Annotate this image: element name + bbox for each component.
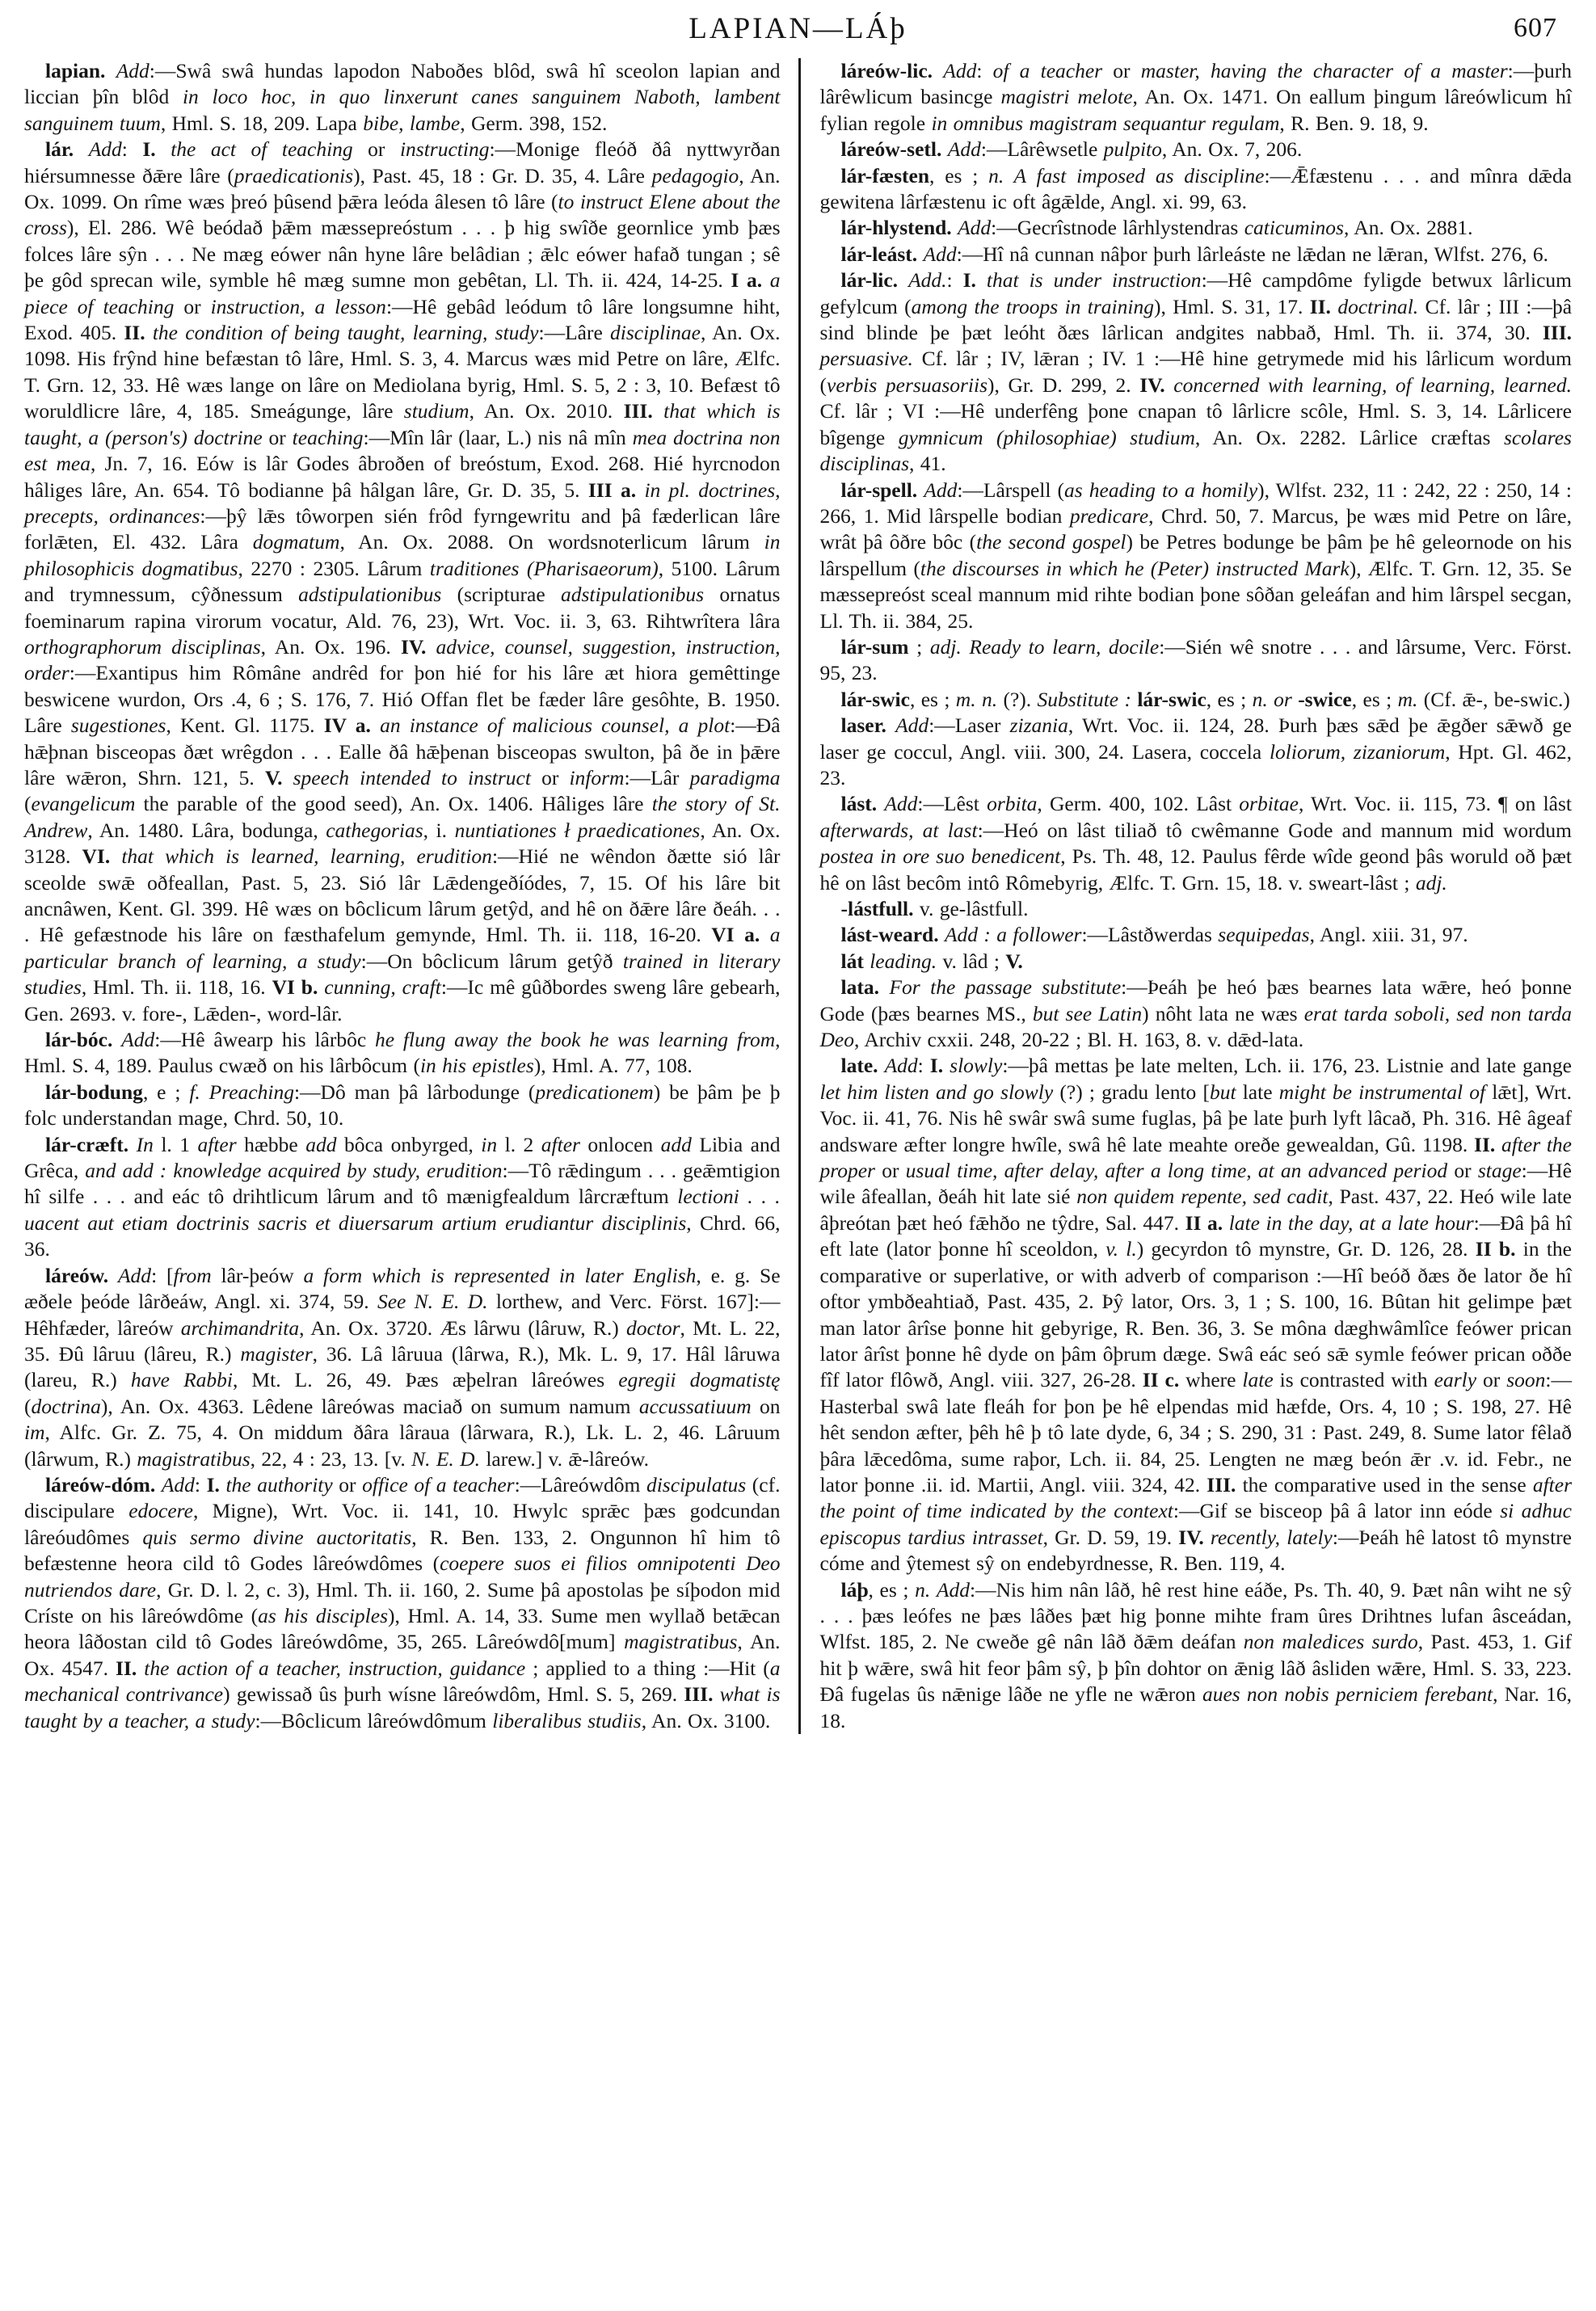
dictionary-entry: lást. Add:—Lêst orbita, Germ. 400, 102. Lâst orbitae, Wrt. Voc. ii. 115, 73. ¶ on lâst afterwards, at last:—Heó on lâst tiliað tô cwêmanne Gode and mannum mid wordum postea in ore suo benedicent, Ps. Th. 48, 12. Paulus fêrde wîde geond þâs woruld oð þæt hê on lâst becôm intô Rômebyrig, Ælfc. T. Grn. 15, 18. v. sweart-lâst ; adj. bbox=[819, 792, 1573, 895]
dictionary-entry: lár-cræft. In l. 1 after hæbbe add bôca onbyrged, in l. 2 after onlocen add Libia and Grêca, and add : knowledge acquired by study, erudition:—Tô rǣdingum . . . geǣmtigion hî silfe . . . and eác tô drihtlicum lârum and tô mænigfealdum lârcræftum lectioni . . . uacent aut etiam doctrinis sacris et diuersarum artium erudiantur disciplinis, Chrd. 66, 36. bbox=[24, 1132, 781, 1261]
dictionary-entry: lár. Add: I. the act of teaching or instructing:—Monige fleóð ðâ nyttwyrðan hiérsumnesse ðǣre lâre (praedicationis), Past. 45, 18 : Gr. D. 35, 4. Lâre pedagogio, An. Ox. 1099. On rîme wæs þreó þûsend þǣra leóda âlesen tô lâre (to instruct Elene about the cross), El. 286. Wê beódað þǣm mæssepreóstum . . . þ hig swîðe geornlice ymb þæs folces lâre sŷn . . . Ne mæg eówer nân hyne lâre belâdian ; ǣlc eówer hafað tungan ; sê þe gôd sprecan wile, symble hê mæg sumne mon gebêtan, Ll. Th. ii. 424, 14-25. I a. a piece of teaching or instruction, a lesson:—Hê gebâd leódum tô lâre longsumne hiht, Exod. 405. II. the condition of being taught, learning, study:—Lâre disciplinae, An. Ox. 1098. His frŷnd hine befæstan tô lâre, Hml. S. 3, 4. Marcus wæs mid Petre on lâre, Ælfc. T. Grn. 12, 33. Hê wæs lange on lâre on Mediolana byrig, Hml. S. 5, 2 : 3, 10. Befæst tô woruldlicre lâre, 4, 185. Smeágunge, lâre studium, An. Ox. 2010. III. that which is taught, a (person's) doctrine or teaching:—Mîn lâr (laar, L.) nis nâ mîn mea doctrina non est mea, Jn. 7, 16. Eów is lâr Godes âbroðen of breóstum, Exod. 268. Hié hyrcnodon hâliges lâre, An. 654. Tô bodianne þâ hâlgan lâre, Gr. D. 35, 5. III a. in pl. doctrines, precepts, ordinances:—þŷ lǣs tôworpen sién frôd fyrngewritu and þâ fæderlican lâre forlǣten, El. 432. Lâra dogmatum, An. Ox. 2088. On wordsnoterlicum lârum in philosophicis dogmatibus, 2270 : 2305. Lârum traditiones (Pharisaeorum), 5100. Lârum and trymnessum, cŷðnessum adstipulationibus (scripturae adstipulationibus ornatus foeminarum rapina virorum vocatur, Ald. 76, 23), Wrt. Voc. ii. 3, 63. Rihtwrîtera lâra orthographorum disciplinas, An. Ox. 196. IV. advice, counsel, suggestion, instruction, order:—Exantipus him Rômâne andrêd for þon hié for his lâre æt hiora gemêttinge beswicene wurdon, Ors .4, 6 ; S. 176, 7. Hió Offan flet be fæder lâre gesôhte, B. 1950. Lâre sugestiones, Kent. Gl. 1175. IV a. an instance of malicious counsel, a plot:—Đâ hǣþnan bisceopas ðæt wrêgdon . . . Ealle ðâ hǣþenan bisceopas swulton, þâ ðe in þǣre lâre wǣron, Shrn. 121, 5. V. speech intended to instruct or inform:—Lâr paradigma (evangelicum the parable of the good seed), An. Ox. 1406. Hâliges lâre the story of St. Andrew, An. 1480. Lâra, bodunga, cathegorias, i. nuntiationes ł praedicationes, An. Ox. 3128. VI. that which is learned, learning, erudition:—Hié ne wêndon ðætte sió lâr sceolde swǣ oðfeallan, Past. 5, 23. Sió lâr Lǣdengeðíódes, 7, 15. Of his lâre bit ancnâwen, Kent. Gl. 399. Hê wæs on bôclicum lârum getŷd, and hê on ðǣre lâre ðeáh. . . . Hê gefæstnode his lâre on fæsthafelum gemynde, Hml. Th. ii. 118, 16-20. VI a. a particular branch of learning, a study:—On bôclicum lârum getŷð trained in literary studies, Hml. Th. ii. 118, 16. VI b. cunning, craft:—Ic mê gûðbordes sweng lâre gebearh, Gen. 2693. v. fore-, Lǣden-, word-lâr. bbox=[24, 137, 781, 1025]
page-header bbox=[24, 11, 1572, 53]
dictionary-entry: lár-hlystend. Add:—Gecrîstnode lârhlystendras caticuminos, An. Ox. 2881. bbox=[840, 216, 1473, 240]
dictionary-entry: lár-swic, es ; m. n. (?). Substitute : lár-swic, es ; n. or -swice, es ; m. (Cf. ǣ-, be-swic.) bbox=[840, 687, 1570, 711]
dictionary-entry: lár-leást. Add:—Hî nâ cunnan nâþor þurh lârleáste ne lǣdan ne lǣran, Wlfst. 276, 6. bbox=[840, 242, 1549, 266]
dictionary-entry: lár-spell. Add:—Lârspell (as heading to a homily), Wlfst. 232, 11 : 242, 22 : 250, 14 : 266, 1. Mid lârspelle bodian predicare, Chrd. 50, 7. Marcus, þe wæs mid Petre on lâre, wrât þâ ôðre bôc (the second gospel) be Petres bodunge be þâm þe hê geleornode on his lârspellum (the discourses in which he (Peter) instructed Mark), Ælfc. T. Grn. 12, 35. Se mæssepreóst sceal mannum mid rihte bodian þone sôðan geleáfan and him lârspel secgan, Ll. Th. ii. 384, 25. bbox=[819, 478, 1573, 633]
page-number: 607 bbox=[1514, 13, 1557, 43]
dictionary-entry: láþ, es ; n. Add:—Nis him nân lâð, hê rest hine eáðe, Ps. Th. 40, 9. Þæt nân wiht ne sŷ . . . þæs leófes ne þæs lâðes þæt hig þonne mihte fram ûres Drihtnes lufan âsceádan, Wlfst. 185, 2. Ne cweðe gê nân lâð ðǣm deáfan non maledices surdo, Past. 453, 1. Gif hit þ wǣre, swâ hit feor þâm sŷ, þ þîn dohtor on ǣnig lâð âsliden wǣre, Hml. S. 33, 223. Đâ fugelas ûs nǣnige lâðe ne yfle ne wǣron aues non nobis perniciem ferebant, Nar. 16, 18. bbox=[819, 1577, 1573, 1732]
dictionary-entry: láreów-setl. Add:—Lârêwsetle pulpito, An. Ox. 7, 206. bbox=[840, 137, 1303, 162]
right-column bbox=[798, 58, 1573, 1734]
dictionary-entry: lata. For the passage substitute:—Þeáh þe heó þæs bearnes lata wǣre, heó þonne Gode (þæs bearnes MS., but see Latin) nôht lata ne wæs erat tarda soboli, sed non tarda Deo, Archiv cxxii. 248, 20-22 ; Bl. H. 163, 8. v. dǣd-lata. bbox=[819, 975, 1572, 1052]
dictionary-entry: lát leading. v. lâd ; V. bbox=[840, 949, 1023, 973]
dictionary-entry: lár-fæsten, es ; n. A fast imposed as discipline:—Ǣfæstenu . . . and mînra dǣda gewitena lârfæstenu ic oft âgǣlde, Angl. xi. 99, 63. bbox=[819, 163, 1573, 214]
dictionary-entry: lár-bóc. Add:—Hê âwearp his lârbôc he flung away the book he was learning from, Hml. S. 4, 189. Paulus cwæð on his lârbôcum (in his epistles), Hml. A. 77, 108. bbox=[24, 1028, 781, 1078]
dictionary-entry: láreów-dóm. Add: I. the authority or office of a teacher:—Lâreówdôm discipulatus (cf. discipulare edocere, Migne), Wrt. Voc. ii. 141, 10. Hwylc sprǣc þæs godcundan lâreóudômes quis sermo divine auctoritatis, R. Ben. 133, 2. Ongunnon hî him tô befæstenne heora cild tô Godes lâreówdômes (coepere suos ei filios omnipotenti Deo nutriendos dare, Gr. D. l. 2, c. 3), Hml. Th. ii. 160, 2. Sume þâ apostolas þe síþodon mid Críste on his lâreówdôme (as his disciples), Hml. A. 14, 33. Sume men wyllað betǣcan heora lâðostan cild tô Godes lâreówdôme, 35, 265. Lâreówdô[mum] magistratibus, An. Ox. 4547. II. the action of a teacher, instruction, guidance ; applied to a thing :—Hit (a mechanical contrivance) gewissað ûs þurh wísne lâreówdôm, Hml. S. 5, 269. III. what is taught by a teacher, a study:—Bôclicum lâreówdômum liberalibus studiis, An. Ox. 3100. bbox=[24, 1472, 781, 1732]
dictionary-entry: láreów. Add: [from lâr-þeów a form which is represented in later English, e. g. Se æðele þeóde lârðeáw, Angl. xi. 374, 59. See N. E. D. lorthew, and Verc. Först. 167]:—Hêhfæder, lâreów archimandrita, An. Ox. 3720. Æs lârwu (lâruw, R.) doctor, Mt. L. 22, 35. Ðû lâruu (lâreu, R.) magister, 36. Lâ lâruua (lârwa, R.), Mk. L. 9, 17. Hâl lâruwa (lareu, R.) have Rabbi, Mt. L. 26, 49. Þæs æþelran lâreówes egregii dogmatistę (doctrina), An. Ox. 4363. Lêdene lâreówas maciað on sumum namum accussatiuum on im, Alfc. Gr. Z. 75, 4. On middum ðâra lâraua (lârwara, R.), Lk. L. 2, 46. Lâruum (lârwum, R.) magistratibus, 22, 4 : 23, 13. [v. N. E. D. larew.] v. ǣ-lâreów. bbox=[24, 1263, 781, 1471]
dictionary-entry: -lástfull. v. ge-lâstfull. bbox=[840, 897, 1029, 920]
dictionary-entry: lást-weard. Add : a follower:—Lâstðwerdas sequipedas, Angl. xiii. 31, 97. bbox=[840, 923, 1468, 947]
dictionary-entry: lapian. Add:—Swâ swâ hundas lapodon Naboðes blôd, swâ hî sceolon lapian and liccian þîn blôd in loco hoc, in quo linxerunt canes sanguinem Naboth, lambent sanguinem tuum, Hml. S. 18, 209. Lapa bibe, lambe, Germ. 398, 152. bbox=[24, 59, 781, 135]
left-column bbox=[24, 58, 798, 1734]
dictionary-entry: lár-sum ; adj. Ready to learn, docile:—Sién wê snotre . . . and lârsume, Verc. Först. 95, 23. bbox=[819, 634, 1573, 685]
dictionary-entry: lár-bodung, e ; f. Preaching:—Dô man þâ lârbodunge (predicationem) be þâm þe þ folc understandan mage, Chrd. 50, 10. bbox=[24, 1080, 781, 1130]
running-title: LAPIAN—LÁþ bbox=[689, 12, 907, 45]
dictionary-entry: lár-lic. Add.: I. that is under instruction:—Hê campdôme fyligde betwux lârlicum gefylcum (among the troops in training), Hml. S. 31, 17. II. doctrinal. Cf. lâr ; III :—þâ sind blinde þe þæt leóht ðæs lârlican andgites nabbað, Hml. Th. ii. 374, 30. III. persuasive. Cf. lâr ; IV, lǣran ; IV. 1 :—Hê hine getrymede mid his lârlicum wordum (verbis persuasoriis), Gr. D. 299, 2. IV. concerned with learning, of learning, learned. Cf. lâr ; VI :—Hê underfêng þone cnapan tô lârlicre scôle, Hml. S. 3, 14. Lârlicere bîgenge gymnicum (philosophiae) studium, An. Ox. 2282. Lârlice cræftas scolares disciplinas, 41. bbox=[819, 268, 1573, 476]
text-columns bbox=[24, 58, 1572, 1734]
dictionary-entry: late. Add: I. slowly:—þâ mettas þe late melten, Lch. ii. 176, 23. Listnie and late gange let him listen and go slowly (?) ; gradu lento [but late might be instrumental of lǣt], Wrt. Voc. ii. 41, 76. Nis hê swâr swâ sume fuglas, þâ þe late þurh lyft lâcað, Ph. 316. Hê âgeaf andsware æfter longre hwîle, swâ hê late meahte oreðe gewealdan, Gû. 1198. II. after the proper or usual time, after delay, after a long time, at an advanced period or stage:—Hê wile âfeallan, ðeáh hit late sié non quidem repente, sed cadit, Past. 437, 22. Heó wile late âþreótan þæt heó fǣhðo ne tŷdre, Sal. 447. II a. late in the day, at a late hour:—Đâ þâ hî eft late (lator þonne hî sceoldon, v. l.) gecyrdon tô mynstre, Gr. D. 126, 28. II b. in the comparative or superlative, or with adverb of comparison :—Hî beóð ðæs ðe lator ðe hî oftor ymbðeahtiað, Past. 435, 2. Þŷ lator, Ors. 3, 1 ; S. 100, 16. Bûtan hit gelimpe þæt man lator ârîse þonne hit gebyrige, R. Ben. 36, 3. Se môna dæghwâmlîce feówer prican lator ârîst þonne hê dyde on þâm ôþrum dæge. Swâ eác seó sǣ symle feówer prican oððe fîf lator flôwð, Angl. viii. 327, 26-28. II c. where late is contrasted with early or soon:—Hasterbal swâ late fleáh for þon þe hê elpendas mid hæfde, Ors. 4, 10 ; S. 198, 27. Hê hêt sendon æfter, þêh hê þ tô late dyde, 6, 34 ; S. 290, 31 : Past. 249, 8. Sume lator fêlað þâra lǣcedôma, sume raþor, Lch. ii. 84, 25. Lengten ne mæg beón ǣr .v. id. Febr., ne lator þonne .ii. id. Martii, Angl. viii. 324, 42. III. the comparative used in the sense after the point of time indicated by the context:—Gif se bisceop þâ â lator inn eóde si adhuc episcopus tardius intrasset, Gr. D. 59, 19. IV. recently, lately:—Þeáh hê latost tô mynstre cóme and ŷtemest sŷ on endebyrdnesse, R. Ben. 119, 4. bbox=[819, 1054, 1573, 1576]
dictionary-entry: laser. Add:—Laser zizania, Wrt. Voc. ii. 124, 28. Þurh þæs sǣd þe ǣgðer sǣwð ge laser ge coccul, Angl. viii. 300, 24. Lasera, coccela loliorum, zizaniorum, Hpt. Gl. 462, 23. bbox=[819, 714, 1573, 789]
dictionary-entry: láreów-lic. Add: of a teacher or master, having the character of a master:—þurh lârêwlicum basincge magistri melote, An. Ox. 1471. On eallum þingum lâreówlicum hî fylian regole in omnibus magistram sequantur regulam, R. Ben. 9. 18, 9. bbox=[819, 59, 1572, 135]
